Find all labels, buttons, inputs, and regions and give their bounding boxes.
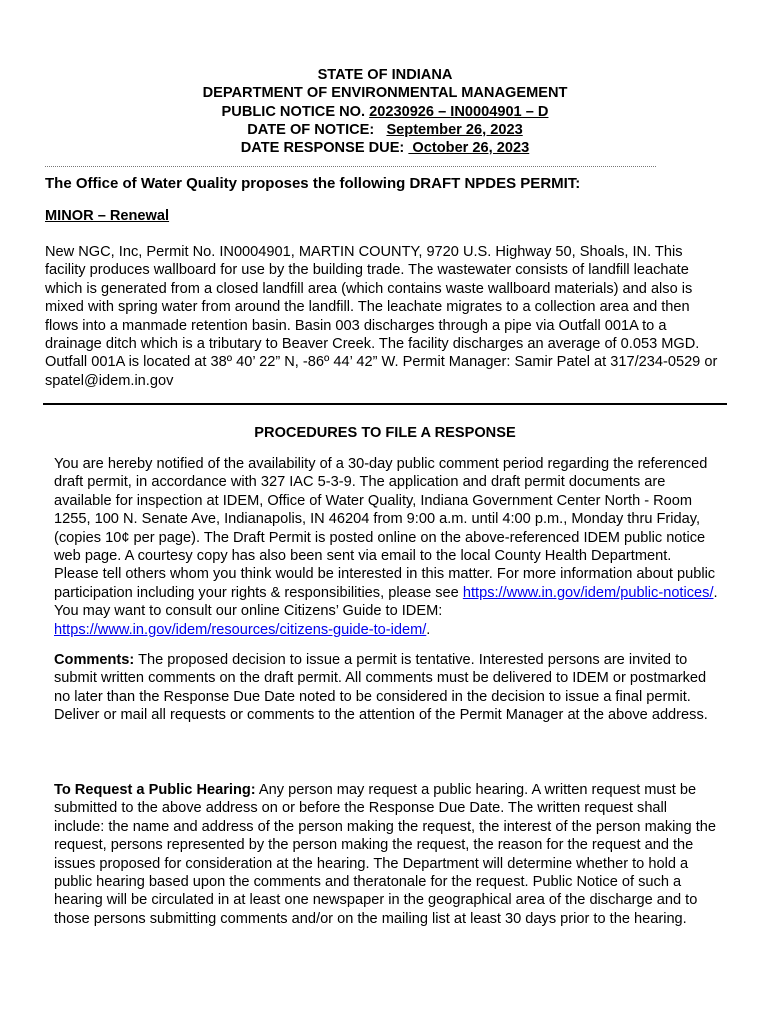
date-response-due bbox=[0, 139, 770, 157]
date-value: September 26, 2023 bbox=[386, 121, 523, 138]
comments-text: The proposed decision to issue a permit is tentative. Interested persons are invited to submit written comments on the draft permit. All comments must be delivered to IDEM or postmarked no later than the Response Due Date noted to be considered in the decision to issue a final permit. Deliver or mail all requests or comments to the attention of the Permit Manager at the above address. bbox=[54, 652, 708, 724]
hearing-text: Any person may request a public hearing. A written request must be submitted to the above address on or before the Response Due Date. The written request shall include: the name and address of the person making the request, the interest of the person making the request, persons represented by the person making the request, the reason for the request and the issues proposed for consideration at the hearing. The Department will determine whether to hold a public hearing based upon the comments and theratonale for the request. Public Notice of such a hearing will be circulated in at least one newspaper in the geographical area of the discharge and to those persons submitting comments and/or on the mailing list at least 30 days prior to the hearing. bbox=[54, 782, 716, 927]
notice-label: PUBLIC NOTICE NO. bbox=[221, 103, 370, 120]
comments-label: Comments: bbox=[54, 652, 135, 668]
period: . bbox=[426, 621, 431, 638]
office-statement: The Office of Water Quality proposes the following DRAFT NPDES PERMIT: bbox=[45, 175, 581, 192]
comments-paragraph bbox=[54, 651, 718, 725]
date-label: DATE OF NOTICE: bbox=[247, 121, 387, 138]
availability-text: You are hereby notified of the availability of a 30-day public comment period regarding the referenced draft permit, in accordance with 327 IAC 5-3-9. The application and draft permit documents are available for inspection at IDEM, Office of Water Quality, Indiana Government Center North - Room 1255, 100 N. Senate Ave, Indianapolis, IN 46204 from 9:00 a.m. until 4:00 p.m., Monday thru Friday, (copies 10¢ per page). The Draft Permit is posted online on the above-referenced IDEM public notice web page. A courtesy copy has also been sent via email to the local County Health Department. Please tell others whom you think would be interested in this matter. For more information about public participation including your rights & responsibilities, please see bbox=[54, 456, 716, 601]
department-title: DEPARTMENT OF ENVIRONMENTAL MANAGEMENT bbox=[202, 85, 568, 102]
notice-header bbox=[0, 66, 770, 157]
due-value: October 26, 2023 bbox=[408, 140, 530, 157]
section-divider bbox=[43, 403, 727, 405]
procedures-title: PROCEDURES TO FILE A RESPONSE bbox=[254, 425, 516, 441]
citizens-guide-link[interactable]: https://www.in.gov/idem/resources/citizens-guide-to-idem/ bbox=[54, 621, 427, 638]
permit-description: New NGC, Inc, Permit No. IN0004901, MARTIN COUNTY, 9720 U.S. Highway 50, Shoals, IN. This facility produces wallboard for use by the building trade. The wastewater consists of landfill leachate which is generated from a closed landfill area (which contains waste wallboard materials) and also is mixed with spring water from around the landfill. The leachate migrates to a collection area and then flows into a manmade retention basin. Basin 003 discharges through a pipe via Outfall 001A to a drainage ditch which is a tributary to Beaver Creek. The facility discharges an average of 0.053 MGD. Outfall 001A is located at 38º 40’ 22” N, -86º 44’ 42” W. Permit Manager: Samir Patel at 317/234-0529 or spatel@idem.in.gov bbox=[45, 244, 718, 389]
due-label: DATE RESPONSE DUE: bbox=[240, 140, 409, 157]
hearing-paragraph bbox=[54, 781, 718, 928]
public-notice-number bbox=[0, 103, 770, 121]
public-notices-link[interactable]: https://www.in.gov/idem/public-notices/ bbox=[462, 584, 714, 601]
citizens-guide-text: . You may want to consult our online Citizens’ Guide to IDEM: bbox=[54, 584, 726, 620]
availability-paragraph bbox=[54, 455, 726, 639]
notice-number-value: 20230926 – IN0004901 – D bbox=[369, 103, 549, 120]
dotted-divider bbox=[45, 166, 656, 167]
permit-category: MINOR – Renewal bbox=[45, 208, 170, 224]
hearing-label: To Request a Public Hearing: bbox=[54, 782, 256, 798]
date-of-notice bbox=[0, 121, 770, 139]
state-title: STATE OF INDIANA bbox=[317, 67, 453, 83]
